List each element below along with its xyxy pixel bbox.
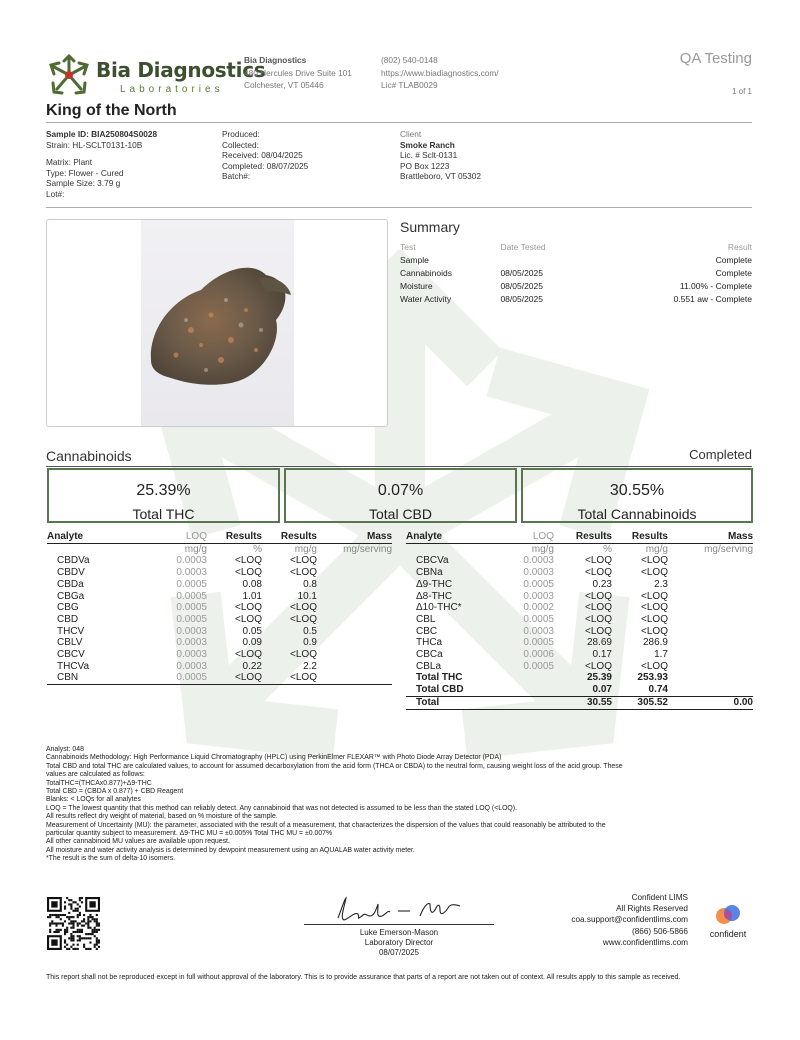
analyte-name: CBLa <box>416 660 442 672</box>
table-row <box>47 649 392 661</box>
signature-line <box>304 924 494 925</box>
client-city: Brattleboro, VT 05302 <box>400 171 482 181</box>
analyte-result-pct: 0.23 <box>592 578 612 590</box>
analyte-result-pct: <LOQ <box>585 625 612 637</box>
analyte-result-mgg: <LOQ <box>290 555 317 567</box>
methodology-notes <box>46 746 752 864</box>
analyte-name: CBD <box>57 613 79 625</box>
analyte-result-mgg: <LOQ <box>641 567 668 579</box>
lab-address-line2: Colchester, VT 05446 <box>244 80 324 90</box>
table-row <box>47 626 392 638</box>
lab-website[interactable]: https://www.biadiagnostics.com/ <box>381 67 499 78</box>
unit-mgg: mg/g <box>294 543 317 555</box>
total-name: Total CBD <box>416 684 464 696</box>
total-pct: 25.39 <box>586 672 612 684</box>
analyte-loq: 0.0005 <box>176 590 207 602</box>
cannabis-bud-image <box>141 220 294 426</box>
total-pct: 0.07 <box>592 684 612 696</box>
date-completed: Completed: 08/07/2025 <box>222 160 309 171</box>
analyte-name: THCa <box>416 637 443 649</box>
analyte-result-pct: 0.08 <box>242 578 262 590</box>
note-line: Measurement of Uncertainty (MU): the parameter, associated with the result of a measurement, that characterizes the dispersion of the values that could reasonably be attributed to the <box>46 821 606 829</box>
summary-test: Moisture <box>400 280 433 291</box>
analyte-name: CBCV <box>57 649 85 661</box>
conf-web[interactable]: www.confidentlims.com <box>602 937 688 947</box>
total-cbd-label: Total CBD <box>368 506 433 522</box>
signatory-name: Luke Emerson-Mason <box>359 928 439 937</box>
analyte-loq: 0.0005 <box>523 578 554 590</box>
total-mass: 0.00 <box>733 696 753 708</box>
summary-row <box>400 293 752 306</box>
analyte-result-pct: 0.05 <box>242 625 262 637</box>
analyte-result-pct: 1.01 <box>242 590 262 602</box>
table-row <box>47 637 392 649</box>
sample-matrix: Matrix: Plant <box>46 157 93 167</box>
header-analyte: Analyte <box>47 531 127 543</box>
sample-dates <box>222 129 308 182</box>
table-row <box>47 672 392 684</box>
summary-result: 0.551 aw - Complete <box>673 294 752 305</box>
sample-strain: Strain: HL-SCLT0131-10B <box>46 139 143 150</box>
analyte-name: CBCVa <box>416 555 449 567</box>
note-line: Total CBD = (CBDA x 0.877) + CBD Reagent <box>46 788 184 796</box>
analyte-loq: 0.0003 <box>523 567 554 579</box>
summary-row <box>400 279 752 292</box>
analyte-loq: 0.0003 <box>176 660 207 672</box>
analyte-result-mgg: <LOQ <box>290 602 317 614</box>
table-row <box>406 649 753 661</box>
unit-pct: % <box>253 543 262 555</box>
header-mass: Mass <box>317 531 392 543</box>
unit-mass: mg/serving <box>343 543 392 555</box>
client-name: Smoke Ranch <box>400 139 455 150</box>
signatory <box>304 928 494 957</box>
divider <box>46 466 752 467</box>
lab-name: Bia Diagnostics <box>244 55 307 65</box>
analyte-mass <box>317 579 392 591</box>
client-po: PO Box 1223 <box>400 160 450 171</box>
analyte-loq: 0.0005 <box>176 613 207 625</box>
signature-date: 08/07/2025 <box>378 947 420 957</box>
cannabinoids-status: Completed <box>689 447 752 462</box>
analyte-result-mgg: 0.9 <box>303 637 317 649</box>
summary-table <box>400 240 752 306</box>
note-line: particular quantity subject to measurement. Δ9-THC MU = ±0.005% Total THC MU = ±0.007% <box>46 830 333 838</box>
logo-wordmark: Bia Diagnostics <box>96 58 266 82</box>
summary-test: Water Activity <box>400 294 452 305</box>
analyte-name: CBNa <box>416 567 443 579</box>
summary-result: 11.00% - Complete <box>679 280 752 291</box>
total-cbd-value: 0.07% <box>377 482 424 499</box>
analyte-name: CBDVa <box>57 555 90 567</box>
table-row <box>406 637 753 649</box>
total-loq <box>486 696 554 709</box>
rule-cell <box>317 685 392 686</box>
header-results-mgg: Results <box>262 531 317 543</box>
total-row <box>406 672 753 684</box>
analyte-result-pct: <LOQ <box>585 567 612 579</box>
analyte-result-mgg: <LOQ <box>641 625 668 637</box>
lab-license: Lic# TLAB0029 <box>381 80 438 90</box>
analyte-result-mgg: <LOQ <box>641 613 668 625</box>
analyte-loq: 0.0005 <box>523 637 554 649</box>
header-loq: LOQ <box>127 531 207 543</box>
date-produced: Produced: <box>222 129 260 139</box>
analyte-loq: 0.0005 <box>176 578 207 590</box>
lab-phone: (802) 540-0148 <box>381 55 438 65</box>
lab-address-line1: 480 Hercules Drive Suite 101 <box>244 67 352 78</box>
unit-mass: mg/serving <box>704 543 753 555</box>
total-cannabinoids-value: 30.55% <box>609 482 665 499</box>
total-thc-value: 25.39% <box>136 482 191 499</box>
table-row <box>406 661 753 673</box>
units-row <box>47 543 392 555</box>
analyte-mass <box>317 626 392 638</box>
total-thc-label: Total THC <box>132 506 195 522</box>
summary-body <box>400 253 752 306</box>
analyte-mass <box>668 579 753 591</box>
analyte-result-mgg: <LOQ <box>641 602 668 614</box>
analyte-result-pct: <LOQ <box>235 672 262 684</box>
summary-date: 08/05/2025 <box>500 280 543 291</box>
total-pct: 30.55 <box>586 696 612 708</box>
analyte-result-mgg: <LOQ <box>290 567 317 579</box>
analyte-result-pct: 0.09 <box>242 637 262 649</box>
analyte-loq: 0.0005 <box>176 602 207 614</box>
summary-row <box>400 253 752 266</box>
qr-code-icon[interactable] <box>47 897 100 950</box>
analyte-result-pct: <LOQ <box>585 660 612 672</box>
logo-subtitle: Laboratories <box>120 84 224 95</box>
client-info <box>400 129 481 182</box>
analyte-mass <box>317 661 392 673</box>
analyte-name: CBGa <box>57 590 85 602</box>
table-row <box>47 555 392 567</box>
rule-cell <box>207 685 262 686</box>
qa-testing-label: QA Testing <box>679 50 752 67</box>
analyte-mass <box>668 661 753 673</box>
total-mass <box>668 672 753 684</box>
rule-cell <box>127 685 207 686</box>
note-line: LOQ = The lowest quantity that this method can reliably detect. Any cannabinoid that was not detected is assumed to be less than the stated LOQ (<LOQ). <box>46 804 518 812</box>
analyte-mass <box>668 649 753 661</box>
unit-loq: mg/g <box>531 543 554 555</box>
analyte-loq: 0.0003 <box>176 555 207 567</box>
product-title: King of the North <box>46 102 177 119</box>
analyte-mass <box>668 626 753 638</box>
table-row <box>406 579 753 591</box>
table-row <box>47 579 392 591</box>
units-row <box>406 543 753 555</box>
analyte-loq: 0.0003 <box>176 567 207 579</box>
analyte-result-pct: 0.17 <box>592 649 612 661</box>
sample-info <box>46 129 157 199</box>
analyte-mass <box>668 637 753 649</box>
analyte-loq: 0.0006 <box>523 649 554 661</box>
note-line: Cannabinoids Methodology: High Performance Liquid Chromatography (HPLC) using PerkinElmer FLEXAR™ with Photo Diode Array Detector (PDA) <box>46 754 502 762</box>
analyte-result-mgg: <LOQ <box>290 672 317 684</box>
sample-type: Type: Flower - Cured <box>46 167 124 178</box>
analyte-loq: 0.0003 <box>176 649 207 661</box>
sample-lot: Lot#: <box>46 188 65 199</box>
analyte-result-mgg: <LOQ <box>641 590 668 602</box>
table-row <box>47 591 392 603</box>
summary-header-date: Date Tested <box>500 241 546 252</box>
cannabinoid-table-right <box>406 531 753 710</box>
analyte-name: CBLV <box>57 637 83 649</box>
analyte-name: CBC <box>416 625 438 637</box>
client-license: Lic. # Sclt-0131 <box>400 150 458 160</box>
table-header-row <box>47 531 392 543</box>
analyte-loq: 0.0005 <box>523 660 554 672</box>
summary-row <box>400 266 752 279</box>
note-line: All results reflect dry weight of material, based on % moisture of the sample. <box>46 813 278 821</box>
analyte-mass <box>668 614 753 626</box>
analyte-mass <box>317 672 392 684</box>
analyte-mass <box>668 567 753 579</box>
analyte-result-mgg: <LOQ <box>641 660 668 672</box>
header-mass: Mass <box>668 531 753 543</box>
note-line: values are calculated as follows: <box>46 771 145 779</box>
analyte-result-pct: 0.22 <box>242 660 262 672</box>
table-row <box>47 602 392 614</box>
total-row <box>406 684 753 696</box>
header-results-pct: Results <box>554 531 612 543</box>
conf-phone: (866) 506-5866 <box>632 926 688 936</box>
sample-id: Sample ID: BIA250804S0028 <box>46 129 158 139</box>
analyte-name: CBG <box>57 602 79 614</box>
analyte-result-pct: <LOQ <box>235 649 262 661</box>
batch-number: Batch#: <box>222 171 251 181</box>
table-row <box>406 555 753 567</box>
summary-date: 08/05/2025 <box>500 294 543 305</box>
analyte-name: THCV <box>57 625 85 637</box>
analyte-result-pct: <LOQ <box>585 613 612 625</box>
analyte-mass <box>668 602 753 614</box>
note-line: *The result is the sum of delta-10 isomers. <box>46 855 176 863</box>
header-analyte: Analyte <box>406 531 486 543</box>
summary-title: Summary <box>400 219 460 235</box>
analyte-result-mgg: 10.1 <box>297 590 317 602</box>
header-loq: LOQ <box>486 531 554 543</box>
bia-logo-icon <box>46 52 92 98</box>
analyte-mass <box>317 567 392 579</box>
table-row <box>47 567 392 579</box>
signature-image <box>330 894 470 926</box>
confident-lims-info <box>548 892 688 948</box>
date-received: Received: 08/04/2025 <box>222 150 303 160</box>
total-cannabinoids-box <box>521 468 753 523</box>
summary-test: Sample <box>400 254 429 265</box>
analyte-mass <box>317 614 392 626</box>
unit-pct: % <box>603 543 612 555</box>
table-row <box>406 614 753 626</box>
header-results-pct: Results <box>207 531 262 543</box>
analyte-loq: 0.0002 <box>523 602 554 614</box>
divider <box>46 207 752 208</box>
analyte-name: CBDa <box>57 578 84 590</box>
conf-name: Confident LIMS <box>631 893 688 902</box>
summary-result: Complete <box>715 267 752 278</box>
total-mgg: 0.74 <box>648 684 668 696</box>
analyte-result-mgg: 286.9 <box>642 637 668 649</box>
analyte-mass <box>317 649 392 661</box>
analyte-mass <box>317 591 392 603</box>
analyte-mass <box>668 591 753 603</box>
sample-size: Sample Size: 3.79 g <box>46 178 121 188</box>
total-cannabinoids-label: Total Cannabinoids <box>577 506 697 522</box>
total-loq <box>486 672 554 684</box>
signatory-title: Laboratory Director <box>364 937 434 947</box>
table-row <box>406 567 753 579</box>
total-loq <box>486 684 554 696</box>
analyte-name: CBDV <box>57 567 85 579</box>
table-row <box>47 614 392 626</box>
analyte-result-pct: <LOQ <box>235 602 262 614</box>
page-number: 1 of 1 <box>731 87 752 96</box>
analyte-name: CBN <box>57 672 79 684</box>
analyte-result-pct: <LOQ <box>235 555 262 567</box>
total-cbd-box <box>284 468 517 523</box>
disclaimer-footer: This report shall not be reproduced except in full without approval of the laboratory. This is to provide assurance that parts of a report are not taken out of context. All results apply to this sample as received. <box>46 974 681 981</box>
analyte-result-pct: <LOQ <box>235 613 262 625</box>
header-results-mgg: Results <box>612 531 668 543</box>
total-row <box>406 696 753 709</box>
table-header-row <box>406 531 753 543</box>
analyte-loq: 0.0003 <box>523 625 554 637</box>
table-row <box>406 591 753 603</box>
analyte-name: THCVa <box>57 660 90 672</box>
summary-date <box>500 253 600 266</box>
note-line: Blanks: < LOQs for all analytes <box>46 796 141 804</box>
lab-contact <box>381 54 499 92</box>
analyte-result-mgg: 0.5 <box>303 625 317 637</box>
note-line: Analyst: 048 <box>46 746 84 753</box>
client-label: Client <box>400 129 422 139</box>
date-collected: Collected: <box>222 139 259 150</box>
rule-cell <box>262 685 317 686</box>
divider <box>46 122 752 123</box>
analyte-result-pct: <LOQ <box>585 555 612 567</box>
summary-result: Complete <box>715 254 752 265</box>
total-mass <box>668 684 753 696</box>
cannabinoid-table-left <box>47 531 392 685</box>
note-line: Total CBD and total THC are calculated values, to account for assumed decarboxylation from the acid form (THCA or CBDA) to the neutral form, causing weight loss of the acid group. These <box>46 762 623 770</box>
analyte-loq: 0.0003 <box>176 637 207 649</box>
table-row <box>47 661 392 673</box>
table-bottom-rule <box>47 685 392 686</box>
analyte-loq: 0.0003 <box>176 625 207 637</box>
summary-header-result: Result <box>727 241 752 252</box>
analyte-result-pct: 28.69 <box>586 637 612 649</box>
total-name: Total <box>416 696 440 708</box>
unit-loq: mg/g <box>184 543 207 555</box>
analyte-result-mgg: 0.8 <box>303 578 317 590</box>
analyte-name: Δ9-THC <box>416 578 453 590</box>
analyte-result-mgg: 2.2 <box>303 660 317 672</box>
note-line: All moisture and water activity analysis is determined by dewpoint measurement using an AQUALAB water activity meter. <box>46 846 415 854</box>
unit-analyte <box>406 543 486 555</box>
analyte-result-mgg: <LOQ <box>290 649 317 661</box>
analyte-name: CBCa <box>416 649 443 661</box>
analyte-result-mgg: <LOQ <box>290 613 317 625</box>
analyte-result-pct: <LOQ <box>235 567 262 579</box>
summary-header-row <box>400 240 752 253</box>
analyte-result-mgg: <LOQ <box>641 555 668 567</box>
total-thc-box <box>47 468 280 523</box>
table-row <box>406 626 753 638</box>
note-line: All other cannabinoid MU values are available upon request. <box>46 838 230 846</box>
analyte-name: Δ8-THC <box>416 590 453 602</box>
total-mgg: 253.93 <box>637 672 668 684</box>
note-line: TotalTHC=(THCAx0.877)+Δ9-THC <box>46 779 152 787</box>
confident-logo-text: confident <box>709 929 747 939</box>
summary-date: 08/05/2025 <box>500 267 543 278</box>
cannabinoids-title: Cannabinoids <box>46 448 132 464</box>
analyte-result-pct: <LOQ <box>585 590 612 602</box>
analyte-mass <box>317 637 392 649</box>
analyte-result-mgg: 1.7 <box>654 649 668 661</box>
table-row <box>406 602 753 614</box>
analyte-mass <box>317 555 392 567</box>
unit-mgg: mg/g <box>645 543 668 555</box>
analyte-result-mgg: 2.3 <box>654 578 668 590</box>
analyte-name: Δ10-THC* <box>416 602 462 614</box>
rule-cell <box>47 685 127 686</box>
analyte-result-pct: <LOQ <box>585 602 612 614</box>
total-mgg: 305.52 <box>637 696 668 708</box>
confident-logo-icon <box>713 902 743 928</box>
total-name: Total THC <box>416 672 463 684</box>
conf-email[interactable]: coa.support@confidentlims.com <box>571 915 688 925</box>
unit-analyte <box>47 543 127 555</box>
analyte-loq: 0.0005 <box>176 672 207 684</box>
analyte-loq: 0.0003 <box>523 590 554 602</box>
analyte-loq: 0.0003 <box>523 555 554 567</box>
lab-address <box>244 54 352 92</box>
analyte-mass <box>668 555 753 567</box>
summary-test: Cannabinoids <box>400 267 452 278</box>
analyte-loq: 0.0005 <box>523 613 554 625</box>
analyte-name: CBL <box>416 613 436 625</box>
analyte-mass <box>317 602 392 614</box>
conf-rights: All Rights Reserved <box>616 904 688 914</box>
summary-header-test: Test <box>400 241 416 252</box>
